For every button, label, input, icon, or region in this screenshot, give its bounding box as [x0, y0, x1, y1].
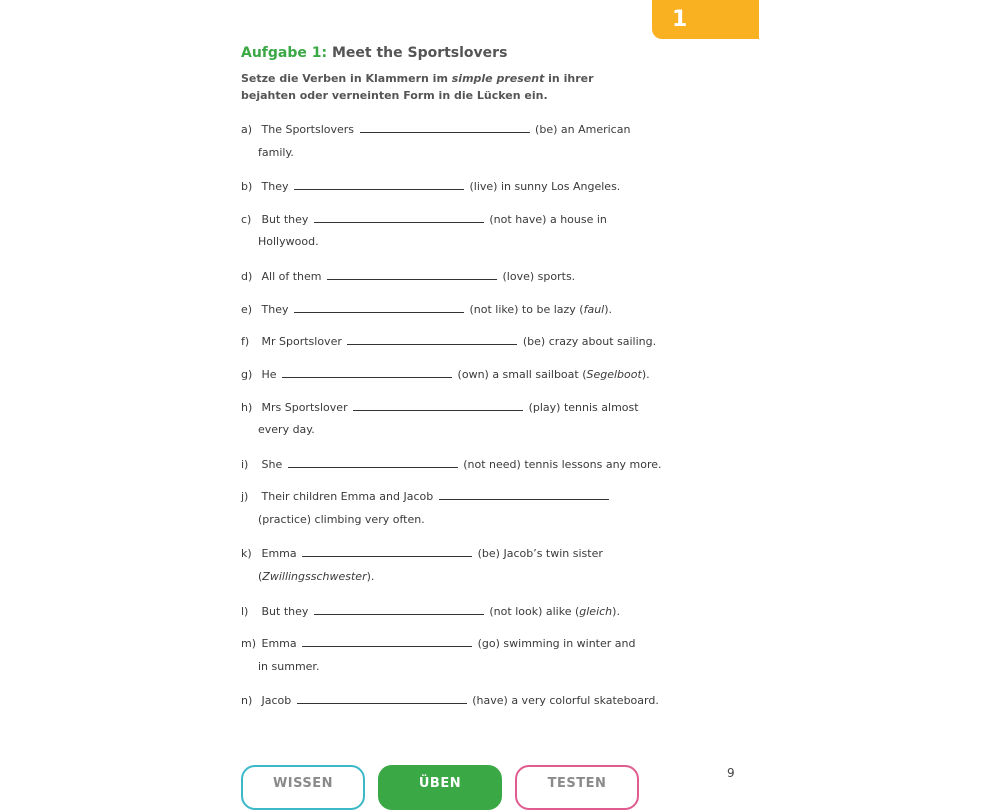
- instruction: [241, 70, 641, 104]
- answer-blank-h[interactable]: [353, 399, 523, 411]
- answer-blank-a[interactable]: [360, 121, 530, 133]
- exercise-a-cont: [258, 146, 294, 160]
- exercise-italic: faul: [583, 303, 605, 316]
- exercise-f: [241, 333, 656, 349]
- ueben-button[interactable]: ÜBEN: [378, 765, 502, 810]
- exercise-italic: Zwillingsschwester: [262, 570, 367, 583]
- instruction-italic: simple present: [451, 72, 545, 85]
- exercise-text: Their children Emma and Jacob: [261, 490, 434, 503]
- exercise-text: (go) swimming in winter and: [477, 637, 636, 650]
- exercise-text: (play) tennis almost: [528, 401, 639, 414]
- exercise-label: b): [241, 180, 253, 193]
- exercise-b: [241, 178, 620, 194]
- exercise-j: [241, 488, 611, 504]
- exercise-text: every day.: [258, 423, 315, 436]
- exercise-k: [241, 545, 603, 561]
- exercise-text: (: [258, 570, 263, 583]
- chapter-number: 1: [672, 7, 688, 32]
- exercise-text: (not like) to be lazy (: [469, 303, 584, 316]
- answer-blank-e[interactable]: [294, 301, 464, 313]
- instruction-text-1: Setze die Verben in Klammern im: [241, 72, 452, 85]
- exercise-text: (be) an American: [535, 123, 631, 136]
- wissen-button[interactable]: WISSEN: [241, 765, 365, 810]
- exercise-label: m): [241, 637, 257, 650]
- exercise-text: He: [261, 368, 277, 381]
- exercise-text: The Sportslovers: [261, 123, 355, 136]
- exercise-label: n): [241, 694, 253, 707]
- answer-blank-m[interactable]: [302, 635, 472, 647]
- exercise-text: (be) crazy about sailing.: [522, 335, 657, 348]
- exercise-i: [241, 456, 662, 472]
- exercise-c-cont: [258, 235, 319, 249]
- answer-blank-n[interactable]: [297, 692, 467, 704]
- exercise-text: ).: [604, 303, 613, 316]
- exercise-italic: gleich: [579, 605, 613, 618]
- exercise-text: Jacob: [261, 694, 292, 707]
- answer-blank-k[interactable]: [302, 545, 472, 557]
- exercise-text: (not need) tennis lessons any more.: [463, 458, 662, 471]
- exercise-text: But they: [261, 605, 309, 618]
- instruction-text-2: in ihrer bejahten oder verneinten Form in die Lücken ein.: [241, 72, 594, 102]
- exercise-text: She: [261, 458, 283, 471]
- exercise-label: g): [241, 368, 253, 381]
- exercise-text: (not look) alike (: [489, 605, 580, 618]
- exercise-m: [241, 635, 635, 651]
- exercise-text: Mr Sportslover: [261, 335, 342, 348]
- exercise-a: [241, 121, 630, 137]
- exercise-title: [241, 45, 507, 61]
- exercise-text: (practice) climbing very often.: [258, 513, 425, 526]
- exercise-n: [241, 692, 659, 708]
- exercise-text: ).: [366, 570, 375, 583]
- exercise-text: (own) a small sailboat (: [457, 368, 587, 381]
- answer-blank-g[interactable]: [282, 366, 452, 378]
- exercise-h: [241, 399, 639, 415]
- exercise-j-cont: [258, 513, 425, 527]
- exercise-h-cont: [258, 423, 315, 437]
- exercise-text: ).: [612, 605, 620, 618]
- exercise-text: Emma: [261, 637, 297, 650]
- exercise-number: Aufgabe 1:: [241, 45, 328, 61]
- exercise-m-cont: [258, 660, 319, 674]
- exercise-italic: Segelboot: [586, 368, 642, 381]
- testen-button[interactable]: TESTEN: [515, 765, 639, 810]
- answer-blank-l[interactable]: [314, 603, 484, 615]
- exercise-text: Emma: [261, 547, 297, 560]
- exercise-label: f): [241, 335, 250, 348]
- exercise-text: But they: [261, 213, 309, 226]
- exercise-k-cont: [258, 570, 374, 584]
- exercise-text: (have) a very colorful skateboard.: [472, 694, 659, 707]
- exercise-text: family.: [258, 146, 294, 159]
- exercise-label: h): [241, 401, 253, 414]
- exercise-l: [241, 603, 620, 619]
- exercise-label: c): [241, 213, 252, 226]
- exercise-d: [241, 268, 575, 284]
- answer-blank-i[interactable]: [288, 456, 458, 468]
- exercise-text: They: [261, 180, 289, 193]
- exercise-label: j): [241, 490, 249, 503]
- exercise-label: d): [241, 270, 253, 283]
- exercise-e: [241, 301, 612, 317]
- exercise-label: i): [241, 458, 249, 471]
- exercise-text: ).: [641, 368, 650, 381]
- exercise-text: (be) Jacob’s twin sister: [477, 547, 603, 560]
- exercise-text: They: [261, 303, 289, 316]
- chapter-tab: [652, 0, 759, 39]
- answer-blank-b[interactable]: [294, 178, 464, 190]
- answer-blank-d[interactable]: [327, 268, 497, 280]
- page-number: 9: [727, 766, 735, 780]
- exercise-g: [241, 366, 650, 382]
- exercise-heading: Meet the Sportslovers: [327, 45, 508, 61]
- exercise-label: l): [241, 605, 249, 618]
- exercise-text: Hollywood.: [258, 235, 319, 248]
- exercise-text: (love) sports.: [502, 270, 576, 283]
- exercise-text: (live) in sunny Los Angeles.: [469, 180, 621, 193]
- exercise-label: k): [241, 547, 252, 560]
- exercise-text: All of them: [261, 270, 322, 283]
- answer-blank-f[interactable]: [347, 333, 517, 345]
- exercise-text: (not have) a house in: [489, 213, 607, 226]
- exercise-c: [241, 211, 607, 227]
- exercise-label: e): [241, 303, 253, 316]
- exercise-text: in summer.: [258, 660, 320, 673]
- exercise-text: Mrs Sportslover: [261, 401, 348, 414]
- answer-blank-c[interactable]: [314, 211, 484, 223]
- answer-blank-j[interactable]: [439, 488, 609, 500]
- exercise-label: a): [241, 123, 253, 136]
